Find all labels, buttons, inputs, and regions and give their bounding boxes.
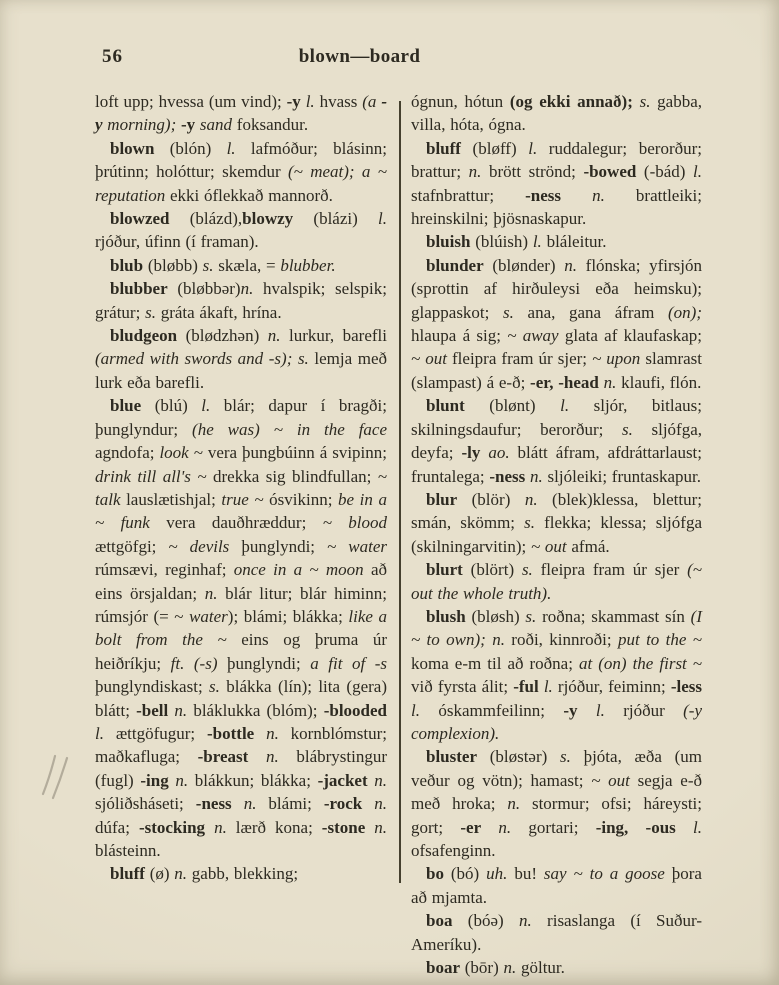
text-run: fleipra fram úr sjer;: [446, 349, 593, 369]
entry-bluff-noun: [95, 862, 387, 885]
text-run: s.: [521, 560, 533, 580]
text-run: sljóleiki; fruntaskapur.: [542, 466, 702, 486]
text-run: blur: [426, 489, 458, 509]
text-run: s.: [621, 419, 633, 439]
text-run: n.: [492, 630, 505, 650]
text-run: -ing, -ous: [595, 817, 676, 837]
text-run: s.: [524, 513, 535, 533]
text-run: -stone: [321, 817, 366, 837]
text-run: s.: [297, 349, 309, 369]
text-run: þunglyndi;: [217, 653, 311, 673]
text-run: ógnun, hótun: [411, 92, 510, 111]
text-run: [184, 654, 194, 673]
text-run: ~ talk: [95, 466, 387, 509]
text-run: true ~: [221, 489, 264, 509]
text-run: -bowed: [583, 162, 637, 182]
text-run: brött strönd;: [481, 162, 584, 182]
text-run: l.: [528, 138, 538, 158]
text-run: (bōr): [460, 958, 504, 978]
text-run: vera þungbúinn á svipinn;: [202, 443, 387, 463]
text-run: blowzy: [242, 209, 294, 229]
text-run: n.: [374, 770, 388, 790]
text-run: (bóə): [452, 911, 519, 931]
text-run: n.: [266, 723, 279, 743]
text-run: (bløff): [460, 138, 529, 158]
text-run: bludgeon: [110, 326, 178, 346]
text-run: koma e-m til að roðna;: [411, 653, 579, 673]
entry-blush: [411, 605, 702, 745]
text-run: blámi;: [256, 794, 324, 814]
text-run: dúfa;: [95, 817, 139, 837]
text-run: afmá.: [566, 536, 610, 556]
text-run: hvalspik; selspik; grátur;: [95, 279, 387, 322]
text-run: flekka; klessa; sljófga (skilningarvitin);: [411, 513, 702, 556]
text-run: (blek)klessa, blettur; smán, skömm;: [411, 489, 702, 533]
text-run: s.: [503, 302, 514, 322]
text-run: blue: [110, 396, 142, 416]
text-run: gabba, villa, hóta, ógna.: [411, 92, 702, 135]
text-run: ~ out: [530, 536, 567, 556]
text-run: put to the ~: [618, 630, 703, 650]
text-run: blubber: [110, 279, 168, 299]
text-run: ft.: [170, 653, 185, 673]
text-run: glata af klaufaskap;: [558, 326, 703, 346]
text-run: ana, gana áfram: [513, 302, 668, 322]
text-run: -less: [670, 677, 703, 697]
text-run: við fyrsta álit;: [411, 677, 514, 697]
text-run: ættgöfgi;: [95, 536, 169, 556]
text-run: gortari;: [511, 817, 596, 837]
text-run: fleipra fram úr sjer: [532, 560, 688, 580]
text-run: blátt áfram, afdráttarlaust; fruntalega;: [411, 443, 703, 486]
text-run: l.: [543, 677, 553, 697]
text-run: bluff: [110, 864, 145, 884]
text-run: drekka sig blindfullan;: [206, 466, 378, 486]
text-run: (he was) ~ in the face: [192, 419, 388, 439]
text-run: uh.: [486, 864, 508, 884]
text-run: (-s): [193, 653, 218, 673]
text-run: s.: [209, 677, 220, 697]
text-run: n.: [524, 489, 538, 509]
text-run: -blooded: [323, 700, 387, 720]
text-run: (blör): [457, 489, 525, 509]
text-run: ekki óflekkað mannorð.: [165, 185, 333, 205]
text-run: [205, 818, 214, 837]
text-run: -rock: [323, 794, 363, 814]
text-run: stormur; ofsi; háreysti; gort;: [411, 794, 702, 837]
text-run: -y: [181, 115, 196, 135]
text-run: (bó): [443, 864, 487, 884]
text-run: agndofa;: [95, 443, 160, 463]
text-run: bláleitur.: [541, 232, 607, 252]
entry-boar: [411, 956, 702, 979]
text-run: ao.: [488, 443, 510, 463]
text-run: (blønder): [483, 255, 565, 275]
entry-blunt: [411, 394, 702, 488]
text-run: bu!: [507, 864, 544, 884]
text-run: l.: [693, 162, 703, 182]
text-run: (blúish): [470, 232, 533, 252]
text-run: n.: [240, 279, 254, 299]
text-run: (bløsh): [465, 606, 526, 626]
text-run: n.: [498, 817, 512, 837]
text-run: lurkur, barefli: [280, 326, 387, 346]
text-run: [362, 794, 374, 813]
text-run: n.: [214, 817, 227, 837]
text-run: n.: [243, 794, 257, 814]
text-run: ættgöfugur;: [103, 723, 207, 743]
entry-blown: [95, 137, 387, 207]
text-run: s.: [639, 92, 651, 111]
text-run: l.: [560, 396, 570, 416]
text-run: boa: [426, 911, 453, 931]
text-run: roðna; skammast sín: [536, 606, 691, 626]
text-run: (-bád): [636, 162, 694, 182]
text-run: n.: [174, 864, 188, 884]
text-run: kornblómstur; maðkafluga;: [95, 723, 387, 767]
text-run: sjóliðsháseti;: [95, 794, 196, 814]
text-run: blábrystingur (fugl): [95, 747, 388, 790]
text-run: þunglyndi;: [229, 536, 328, 556]
text-run: -bottle: [207, 723, 255, 743]
text-run: slamrast (slampast) á e-ð;: [411, 349, 703, 392]
text-run: bluish: [426, 232, 471, 252]
text-run: þora að mjamta.: [411, 864, 702, 907]
left-column: [95, 90, 387, 886]
text-run: (blázi): [293, 209, 379, 229]
text-run: ~ water: [327, 536, 387, 556]
text-run: [248, 747, 266, 766]
text-run: rjóður, úfinn (í framan).: [95, 232, 259, 252]
text-run: n.: [175, 770, 189, 790]
text-run: ~ out: [591, 770, 630, 790]
text-run: lauslætishjal;: [120, 489, 222, 509]
text-run: -y: [563, 700, 578, 720]
text-run: s.: [202, 255, 214, 275]
text-run: (bløbbər): [167, 279, 241, 299]
text-run: hlaupa á sig;: [411, 326, 508, 346]
text-run: rjóður: [604, 700, 684, 720]
text-run: n.: [374, 794, 388, 814]
text-run: blunder: [426, 255, 484, 275]
text-run: l.: [201, 396, 211, 416]
entry-bludgeon: [95, 324, 387, 394]
text-run: blowzed: [110, 209, 170, 229]
text-run: (I ~ to own);: [411, 606, 702, 650]
text-run: -breast: [197, 747, 249, 767]
text-run: -ing: [140, 770, 169, 790]
text-run: -jacket: [317, 770, 368, 790]
text-run: gabb, blekking;: [187, 864, 299, 884]
text-run: (blázd),: [169, 209, 243, 229]
text-run: blubber.: [280, 255, 336, 275]
text-run: að eins örsjaldan;: [95, 560, 388, 603]
text-run: blunt: [426, 396, 465, 416]
text-run: l.: [595, 700, 605, 720]
text-run: l.: [693, 817, 703, 837]
text-run: -y: [95, 92, 387, 135]
text-run: ~ out: [411, 349, 447, 369]
text-run: lærð kona;: [226, 817, 322, 837]
text-run: n.: [374, 817, 387, 837]
text-run: l.: [226, 138, 236, 158]
text-run: a fit of -s: [310, 653, 388, 673]
entry-blowzed-blowzy: [95, 207, 387, 254]
text-run: rúmsævi, reginhaf;: [95, 560, 234, 580]
text-run: blár; dapur í bragði; þunglyndur;: [95, 396, 387, 439]
text-run: sand: [195, 115, 233, 135]
text-run: foksandur.: [232, 115, 309, 135]
text-run: lafmóður; blásinn; þrútinn; holóttur; skemdur: [95, 138, 388, 182]
text-run: brattleiki; hreinskilni; þjösnaskapur.: [411, 185, 703, 229]
text-run: loft upp; hvessa (um vind);: [95, 92, 287, 111]
text-run: -er: [460, 817, 482, 837]
text-run: ~ away: [507, 326, 559, 346]
entry-boa: [411, 909, 702, 956]
text-run: (blønt): [464, 396, 561, 416]
text-run: -ness: [195, 794, 232, 814]
text-run: [561, 186, 592, 205]
text-run: bláklukka (blóm);: [187, 700, 324, 720]
text-run: -er, -head: [530, 372, 599, 392]
entry-bo: [411, 862, 702, 909]
text-run: n.: [530, 466, 543, 486]
text-run: l.: [95, 723, 104, 743]
text-run: n.: [564, 255, 577, 275]
text-run: (blón): [154, 138, 227, 158]
text-run: (armed with swords and -s);: [95, 349, 298, 369]
text-run: skæla, =: [213, 255, 281, 275]
text-run: like a bolt from the ~: [95, 606, 388, 650]
entry-bluff-noun-continuation: [411, 90, 702, 137]
text-run: blásteinn.: [95, 841, 161, 860]
text-run: (on);: [668, 302, 702, 322]
text-run: (blú): [141, 396, 202, 416]
entry-blow-continuation: [95, 90, 387, 137]
text-run: look ~: [159, 443, 203, 463]
text-run: l.: [378, 209, 388, 229]
text-run: rjóður, feiminn;: [552, 677, 671, 697]
text-run: -ness: [489, 466, 526, 486]
text-run: hvass: [314, 92, 363, 111]
text-run: -ly: [461, 443, 481, 463]
entry-blurt: [411, 558, 702, 605]
text-run: blub: [110, 255, 144, 275]
text-run: ósvikinn;: [263, 489, 339, 509]
text-run: (~ meat); a ~ reputation: [95, 162, 387, 205]
text-run: blush: [426, 606, 466, 626]
entry-blur: [411, 488, 702, 558]
text-run: n.: [518, 911, 532, 931]
entry-blunder: [411, 254, 702, 394]
pencil-mark: [33, 742, 89, 808]
text-run: ~ upon: [592, 349, 641, 369]
text-run: -stocking: [138, 817, 206, 837]
text-run: -bell: [136, 700, 169, 720]
text-run: -ful: [513, 677, 539, 697]
text-run: gráta ákaft, hrína.: [155, 302, 282, 322]
text-run: n.: [204, 583, 218, 603]
text-run: [578, 701, 596, 720]
text-run: morning);: [102, 115, 181, 135]
text-run: ~ blood: [322, 513, 388, 533]
text-run: (blødzhən): [177, 326, 268, 346]
text-run: óskammfeilinn;: [419, 700, 564, 720]
text-run: n.: [592, 185, 605, 205]
text-run: (bløbb): [143, 255, 203, 275]
text-run: (-y complexion).: [411, 700, 702, 743]
text-run: [254, 724, 266, 743]
text-run: klaufi, flón.: [616, 372, 702, 392]
text-run: s.: [145, 302, 156, 322]
text-run: n.: [603, 372, 617, 392]
text-run: [232, 794, 244, 813]
text-run: (blört): [462, 560, 522, 580]
text-run: (~ out the whole truth).: [411, 560, 702, 603]
text-run: [676, 818, 693, 837]
text-run: (a: [362, 92, 382, 111]
text-run: n.: [174, 700, 188, 720]
text-run: bo: [426, 864, 444, 884]
text-run: bluff: [426, 138, 461, 158]
text-run: -y: [286, 92, 301, 111]
text-run: [481, 818, 498, 837]
text-run: [365, 818, 374, 837]
text-run: water: [189, 606, 228, 626]
text-run: l.: [305, 92, 315, 111]
right-column: [411, 90, 702, 979]
text-run: stafnbrattur;: [411, 185, 526, 205]
running-head: blown—board: [298, 46, 421, 67]
text-run: ofsafenginn.: [411, 841, 496, 860]
text-run: sljór, bitlaus; skilningsdaufur; berorður;: [411, 396, 702, 439]
text-run: blown: [110, 138, 155, 158]
entry-bluster: [411, 745, 702, 862]
text-run: at (on) the first ~: [578, 653, 703, 673]
text-run: (og ekki annað);: [509, 92, 633, 111]
text-run: roði, kinnroði;: [504, 630, 618, 650]
entry-blubber: [95, 277, 387, 324]
text-run: eins og þruma úr heiðríkju;: [95, 630, 387, 673]
text-run: risaslanga (í Suður-Ameríku).: [411, 911, 702, 954]
text-run: once in a ~ moon: [233, 560, 364, 580]
entry-blue: [95, 394, 387, 862]
text-run: lemja með lurk eða barefli.: [95, 349, 387, 392]
text-run: be in a ~ funk: [95, 489, 387, 533]
text-run: göltur.: [516, 958, 565, 978]
text-run: þunglyndiskast;: [95, 677, 210, 697]
text-run: blákka (lín); lita (gera) blátt;: [95, 677, 387, 720]
text-run: drink till all's ~: [95, 466, 207, 486]
text-run: þjóta, æða (um veður og vötn); hamast;: [411, 747, 702, 790]
text-run: bluster: [426, 747, 477, 767]
text-run: n.: [468, 162, 482, 182]
page-number: 56: [102, 46, 123, 67]
text-run: flónska; yfirsjón (sprottin af hirðuleysi eða heimsku); glappaskot;: [411, 255, 702, 322]
text-run: segja e-ð með hroka;: [411, 770, 702, 814]
text-run: n.: [265, 747, 279, 767]
entry-bluish: [411, 230, 702, 253]
text-run: (ø): [144, 864, 175, 884]
text-columns: [95, 90, 702, 979]
text-run: ~ devils: [168, 536, 230, 556]
text-run: boar: [426, 958, 460, 978]
text-run: s.: [525, 606, 537, 626]
text-run: l.: [411, 700, 420, 720]
text-run: ruddalegur; berorður; brattur;: [411, 138, 702, 182]
entry-bluff-adjective: [411, 137, 702, 231]
text-run: n.: [507, 794, 521, 814]
entry-blub: [95, 254, 387, 277]
text-run: vera dauðhræddur;: [149, 513, 323, 533]
text-run: [633, 92, 640, 111]
text-run: s.: [560, 747, 571, 767]
text-run: blár litur; blár himinn; rúmsjór (= ~: [95, 583, 387, 626]
page-header: [95, 46, 702, 68]
text-run: n.: [503, 958, 517, 978]
text-run: blurt: [426, 560, 463, 580]
text-run: sljófga, deyfa;: [411, 419, 702, 463]
text-run: ); blámi; blákka;: [227, 606, 349, 626]
text-run: -ness: [525, 185, 562, 205]
text-run: blákkun; blákka;: [188, 770, 318, 790]
column-divider: [399, 101, 401, 883]
text-run: (bløstər): [477, 747, 560, 767]
text-run: say ~ to a goose: [543, 864, 665, 884]
text-run: n.: [267, 326, 281, 346]
text-run: l.: [532, 232, 542, 252]
